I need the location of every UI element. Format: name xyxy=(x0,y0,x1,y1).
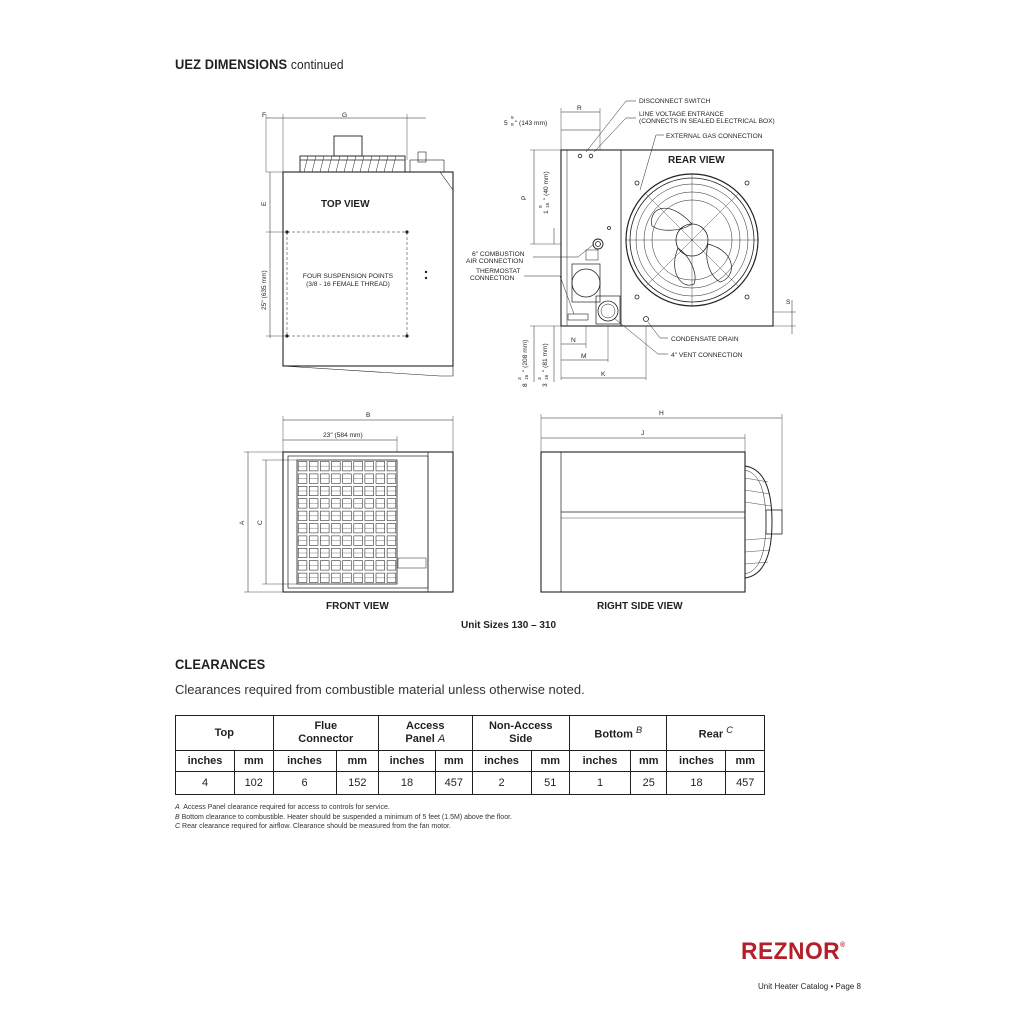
dim-label-f: F xyxy=(262,112,267,119)
suspension-note-line1: FOUR SUSPENSION POINTS xyxy=(302,273,394,280)
unit-mm: mm xyxy=(336,751,379,772)
front-view-drawing xyxy=(244,416,453,592)
header-rear: Rear $^C$ xyxy=(667,716,765,751)
unit-mm: mm xyxy=(436,751,472,772)
value-bottom-inches: 1 xyxy=(570,772,631,795)
right-side-view-title: RIGHT SIDE VIEW xyxy=(597,601,683,612)
unit-inches: inches xyxy=(570,751,631,772)
svg-text:5: 5 xyxy=(511,116,514,121)
footnote-a: A Access Panel clearance required for access to controls for service. xyxy=(175,804,390,811)
callout-vent-connection: 4" VENT CONNECTION xyxy=(671,352,743,359)
value-flue-inches: 6 xyxy=(273,772,336,795)
callout-gas-connection: EXTERNAL GAS CONNECTION xyxy=(666,133,763,140)
dim-label-e: E xyxy=(261,201,268,206)
svg-text:3: 3 xyxy=(542,383,549,387)
svg-text:8: 8 xyxy=(511,123,514,128)
page-footer xyxy=(758,982,861,991)
value-top-mm: 102 xyxy=(235,772,274,795)
title-suffix: continued xyxy=(290,57,344,72)
dim-label-j: J xyxy=(641,430,645,437)
footnotes xyxy=(175,803,512,832)
svg-text:16: 16 xyxy=(546,202,551,208)
table-row xyxy=(176,772,765,795)
rear-view-title: REAR VIEW xyxy=(668,155,725,166)
clearances-table xyxy=(175,715,765,795)
callout-disconnect-switch: DISCONNECT SWITCH xyxy=(639,98,711,105)
top-view-drawing xyxy=(266,114,453,376)
suspension-note-line2: (3/8 - 16 FEMALE THREAD) xyxy=(306,281,390,288)
unit-mm: mm xyxy=(631,751,667,772)
unit-inches: inches xyxy=(667,751,726,772)
svg-text:3: 3 xyxy=(518,377,523,380)
header-non-access-side: Non-Access Side xyxy=(472,716,570,751)
dim-label-208mm: " (208 mm) xyxy=(522,339,529,372)
dim-label-h: H xyxy=(659,410,664,417)
callout-line-voltage-2: (CONNECTS IN SEALED ELECTRICAL BOX) xyxy=(639,118,775,125)
value-nonaccess-inches: 2 xyxy=(472,772,531,795)
dim-label-s: S xyxy=(786,299,791,306)
unit-sizes-caption: Unit Sizes 130 – 310 xyxy=(461,620,557,631)
title-main: UEZ DIMENSIONS xyxy=(175,56,288,72)
section-title-clearances: CLEARANCES xyxy=(175,656,266,672)
rear-view-drawing xyxy=(524,101,796,382)
svg-text:1: 1 xyxy=(543,210,550,214)
svg-text:16: 16 xyxy=(525,374,530,380)
unit-inches: inches xyxy=(176,751,235,772)
header-flue-connector: Flue Connector xyxy=(273,716,379,751)
dim-label-143mm: (143 mm) xyxy=(519,120,548,127)
svg-text:5: 5 xyxy=(504,120,508,127)
footer-separator: • xyxy=(830,982,834,991)
header-bottom: Bottom $^B$ xyxy=(570,716,667,751)
value-access-inches: 18 xyxy=(379,772,436,795)
callout-thermostat-2: CONNECTION xyxy=(470,275,515,282)
unit-inches: inches xyxy=(472,751,531,772)
dim-label-k: K xyxy=(601,371,606,378)
dim-label-m: M xyxy=(581,353,587,360)
dim-label-c: C xyxy=(257,520,264,525)
svg-text:": " xyxy=(515,120,518,127)
footnote-b: B Bottom clearance to combustible. Heater should be suspended a minimum of 5 feet (1.5M) above the floor. xyxy=(175,813,512,821)
value-top-inches: 4 xyxy=(176,772,235,795)
dim-label-40mm: " (40 mm) xyxy=(543,171,550,200)
callout-condensate-drain: CONDENSATE DRAIN xyxy=(671,336,739,343)
front-louver-grid xyxy=(298,462,396,583)
svg-text:9: 9 xyxy=(539,205,544,208)
callout-thermostat-1: THERMOSTAT xyxy=(476,268,521,275)
unit-mm: mm xyxy=(726,751,765,772)
value-rear-inches: 18 xyxy=(667,772,726,795)
dim-label-p: P xyxy=(521,195,528,200)
top-view-title: TOP VIEW xyxy=(321,199,370,210)
footnote-c: C Rear clearance required for airflow. Clearance should be measured from the fan motor. xyxy=(175,823,451,830)
footer-catalog: Unit Heater Catalog xyxy=(758,982,829,991)
dim-label-b: B xyxy=(366,412,371,419)
svg-text:16: 16 xyxy=(545,374,550,380)
dim-label-81mm: " (81 mm) xyxy=(542,343,549,372)
value-nonaccess-mm: 51 xyxy=(531,772,570,795)
value-access-mm: 457 xyxy=(436,772,472,795)
right-side-view-drawing xyxy=(541,414,782,592)
unit-inches: inches xyxy=(273,751,336,772)
dim-label-r: R xyxy=(577,105,582,112)
unit-mm: mm xyxy=(531,751,570,772)
front-view-title: FRONT VIEW xyxy=(326,601,389,612)
header-top: Top xyxy=(176,716,274,751)
header-access-panel: Access Panel A xyxy=(379,716,472,751)
unit-inches: inches xyxy=(379,751,436,772)
value-rear-mm: 457 xyxy=(726,772,765,795)
dim-label-n: N xyxy=(571,337,576,344)
value-bottom-mm: 25 xyxy=(631,772,667,795)
clearances-intro: Clearances required from combustible material unless otherwise noted. xyxy=(175,682,585,697)
dim-label-a: A xyxy=(239,520,246,525)
reznor-logo: REZNOR® xyxy=(741,938,846,965)
callout-combustion-1: 6" COMBUSTION xyxy=(472,251,525,258)
callout-combustion-2: AIR CONNECTION xyxy=(466,258,524,265)
dim-label-25in: 25" (635 mm) xyxy=(261,270,268,310)
svg-text:8: 8 xyxy=(522,383,529,387)
table-unit-row xyxy=(176,751,765,772)
dim-label-g: G xyxy=(342,112,348,119)
callout-line-voltage-1: LINE VOLTAGE ENTRANCE xyxy=(639,111,724,118)
dim-label-23in: 23" (584 mm) xyxy=(323,432,363,439)
value-flue-mm: 152 xyxy=(336,772,379,795)
svg-text:3: 3 xyxy=(538,377,543,380)
table-header-row xyxy=(176,716,765,751)
footer-page-number: Page 8 xyxy=(835,982,861,991)
unit-mm: mm xyxy=(235,751,274,772)
